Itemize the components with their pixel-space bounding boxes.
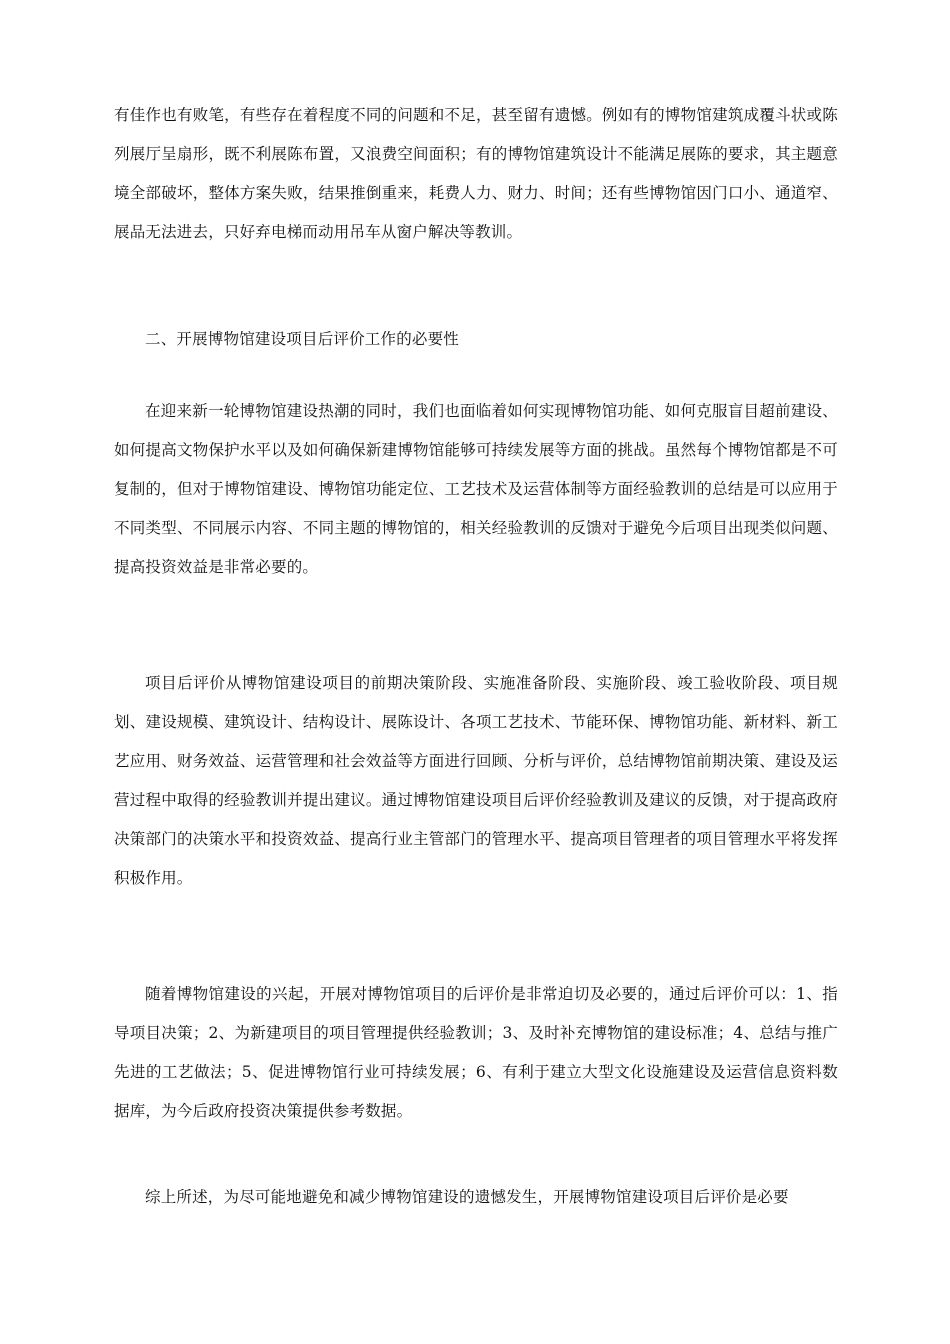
body-paragraph: 随着博物馆建设的兴起，开展对博物馆项目的后评价是非常迫切及必要的，通过后评价可以：1、指导项目决策；2、为新建项目的项目管理提供经验教训；3、及时补充博物馆的建设标准；4、总结与推广先进的工艺做法；5、促进博物馆行业可持续发展；6、有利于建立大型文化设施建设及运营信息资料数据库，为今后政府投资决策提供参考数据。	[114, 985, 838, 1120]
body-paragraph-truncated: 综上所述，为尽可能地避免和减少博物馆建设的遗憾发生，开展博物馆建设项目后评价是必要	[145, 1188, 789, 1206]
body-paragraph: 项目后评价从博物馆建设项目的前期决策阶段、实施准备阶段、实施阶段、竣工验收阶段、项目规划、建设规模、建筑设计、结构设计、展陈设计、各项工艺技术、节能环保、博物馆功能、新材料、新工艺应用、财务效益、运营管理和社会效益等方面进行回顾、分析与评价，总结博物馆前期决策、建设及运营过程中取得的经验教训并提出建议。通过博物馆建设项目后评价经验教训及建议的反馈，对于提高政府决策部门的决策水平和投资效益、提高行业主管部门的管理水平、提高项目管理者的项目管理水平将发挥积极作用。	[114, 674, 838, 887]
body-paragraph: 在迎来新一轮博物馆建设热潮的同时，我们也面临着如何实现博物馆功能、如何克服盲目超前建设、如何提高文物保护水平以及如何确保新建博物馆能够可持续发展等方面的挑战。虽然每个博物馆都是不可复制的，但对于博物馆建设、博物馆功能定位、工艺技术及运营体制等方面经验教训的总结是可以应用于不同类型、不同展示内容、不同主题的博物馆的，相关经验教训的反馈对于避免今后项目出现类似问题、提高投资效益是非常必要的。	[114, 402, 838, 576]
section-heading: 二、开展博物馆建设项目后评价工作的必要性	[145, 330, 460, 348]
body-paragraph-continued: 有佳作也有败笔，有些存在着程度不同的问题和不足，甚至留有遗憾。例如有的博物馆建筑成覆斗状或陈列展厅呈扇形，既不利展陈布置，又浪费空间面积；有的博物馆建筑设计不能满足展陈的要求，其主题意境全部破坏，整体方案失败，结果推倒重来，耗费人力、财力、时间；还有些博物馆因门口小、通道窄、展品无法进去，只好弃电梯而动用吊车从窗户解决等教训。	[114, 106, 838, 241]
